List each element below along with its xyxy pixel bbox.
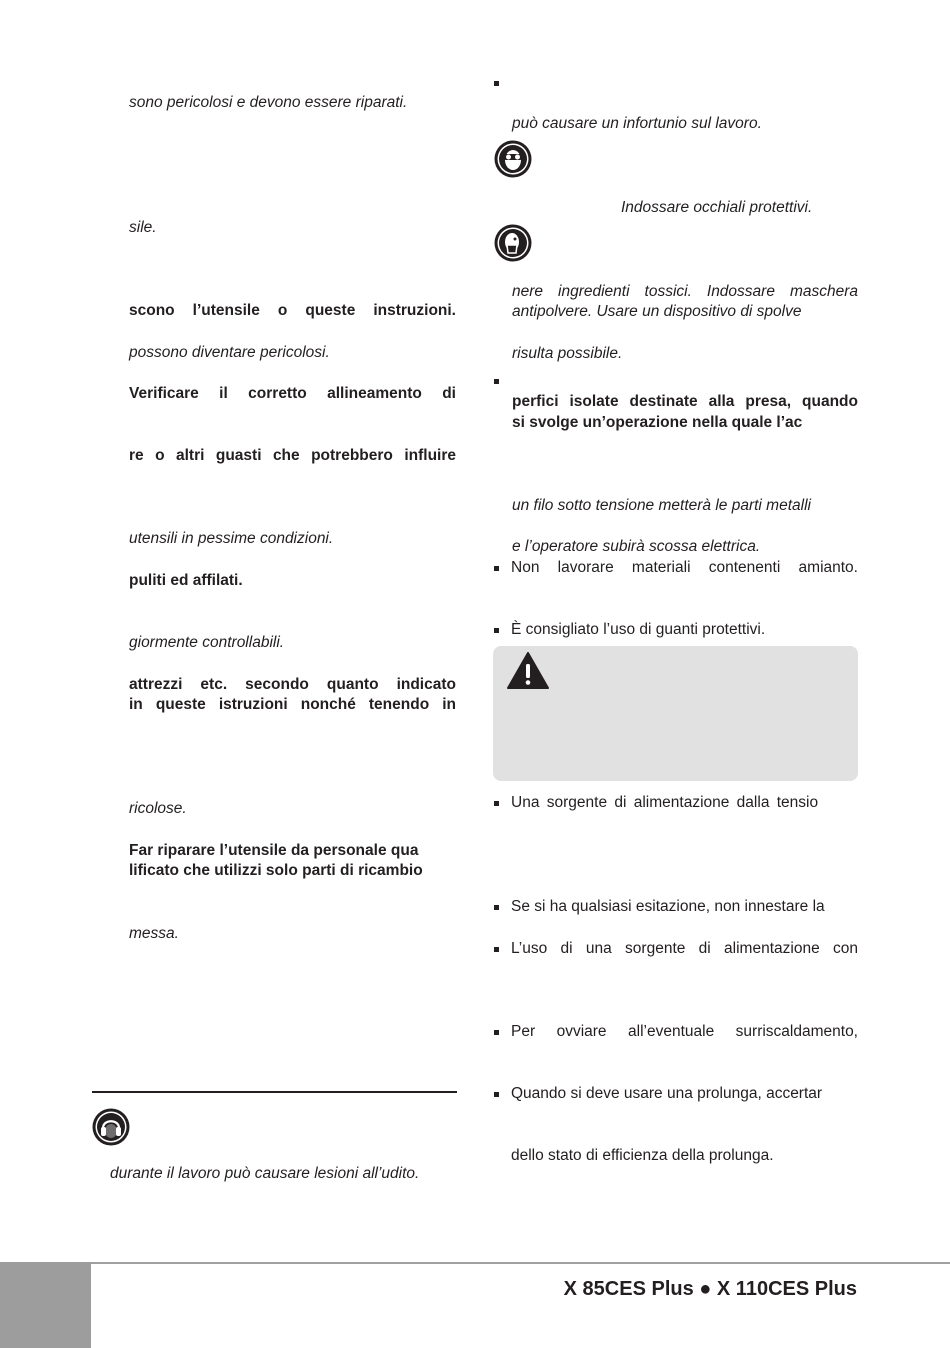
left-line-16: durante il lavoro può causare lesioni all’udito. [110, 1165, 420, 1182]
footer-page-tab [0, 1262, 91, 1348]
right-line-7: si svolge un’operazione nella quale l’ac [512, 414, 803, 431]
left-line-8: puliti ed affilati. [129, 572, 243, 589]
left-line-5: Verificare il corretto allineamento di [129, 385, 456, 402]
right-line-17: dello stato di efficienza della prolunga. [511, 1147, 774, 1164]
left-line-14: lificato che utilizzi solo parti di ricambio [129, 862, 423, 879]
left-line-15: messa. [129, 925, 179, 942]
ear-protection-icon [92, 1108, 130, 1146]
right-line-1: può causare un infortunio sul lavoro. [512, 115, 762, 132]
left-line-10: attrezzi etc. secondo quanto indicato [129, 676, 456, 693]
warning-triangle-icon [506, 651, 550, 691]
safety-goggles-icon [494, 140, 532, 178]
right-line-16: Quando si deve usare una prolunga, accertar [511, 1085, 823, 1102]
bullet-marker [494, 801, 499, 806]
right-line-15: Per ovviare all’eventuale surriscaldamento, [511, 1023, 858, 1040]
left-line-11: in queste istruzioni nonché tenendo in [129, 696, 456, 713]
bullet-marker [494, 905, 499, 910]
right-line-6: perfici isolate destinate alla presa, quando [512, 393, 858, 410]
footer-model-title: X 85CES Plus ● X 110CES Plus [563, 1278, 857, 1300]
right-line-3: nere ingredienti tossici. Indossare maschera [512, 283, 858, 300]
bullet-marker [494, 379, 499, 384]
left-line-2: sile. [129, 219, 157, 236]
footer-rule [0, 1262, 950, 1264]
left-line-13: Far riparare l’utensile da personale qua [129, 842, 419, 859]
right-line-9: e l’operatore subirà scossa elettrica. [512, 538, 761, 555]
right-line-2: Indossare occhiali protettivi. [621, 199, 813, 216]
right-line-12: Una sorgente di alimentazione dalla tensio [511, 794, 819, 811]
left-line-3: scono l’utensile o queste instruzioni. [129, 302, 456, 319]
bullet-marker [494, 1092, 499, 1097]
left-line-12: ricolose. [129, 800, 187, 817]
right-line-14: L’uso di una sorgente di alimentazione con [511, 940, 858, 957]
right-line-5: risulta possibile. [512, 345, 623, 362]
bullet-marker [494, 947, 499, 952]
right-line-10: Non lavorare materiali contenenti amianto. [511, 559, 858, 576]
left-line-4: possono diventare pericolosi. [129, 344, 330, 361]
bullet-marker [494, 1030, 499, 1035]
bullet-marker [494, 81, 499, 86]
left-line-7: utensili in pessime condizioni. [129, 530, 334, 547]
dust-mask-icon [494, 224, 532, 262]
bullet-marker [494, 628, 499, 633]
right-line-8: un filo sotto tensione metterà le parti metalli [512, 497, 811, 514]
left-line-9: giormente controllabili. [129, 634, 285, 651]
right-line-13: Se si ha qualsiasi esitazione, non innestare la [511, 898, 825, 915]
left-line-1: sono pericolosi e devono essere riparati. [129, 94, 408, 111]
right-line-4: antipolvere. Usare un dispositivo di spolve [512, 303, 802, 320]
section-divider [92, 1091, 457, 1093]
bullet-marker [494, 566, 499, 571]
right-line-11: È consigliato l’uso di guanti protettivi. [511, 621, 766, 638]
left-line-6: re o altri guasti che potrebbero influire [129, 447, 456, 464]
